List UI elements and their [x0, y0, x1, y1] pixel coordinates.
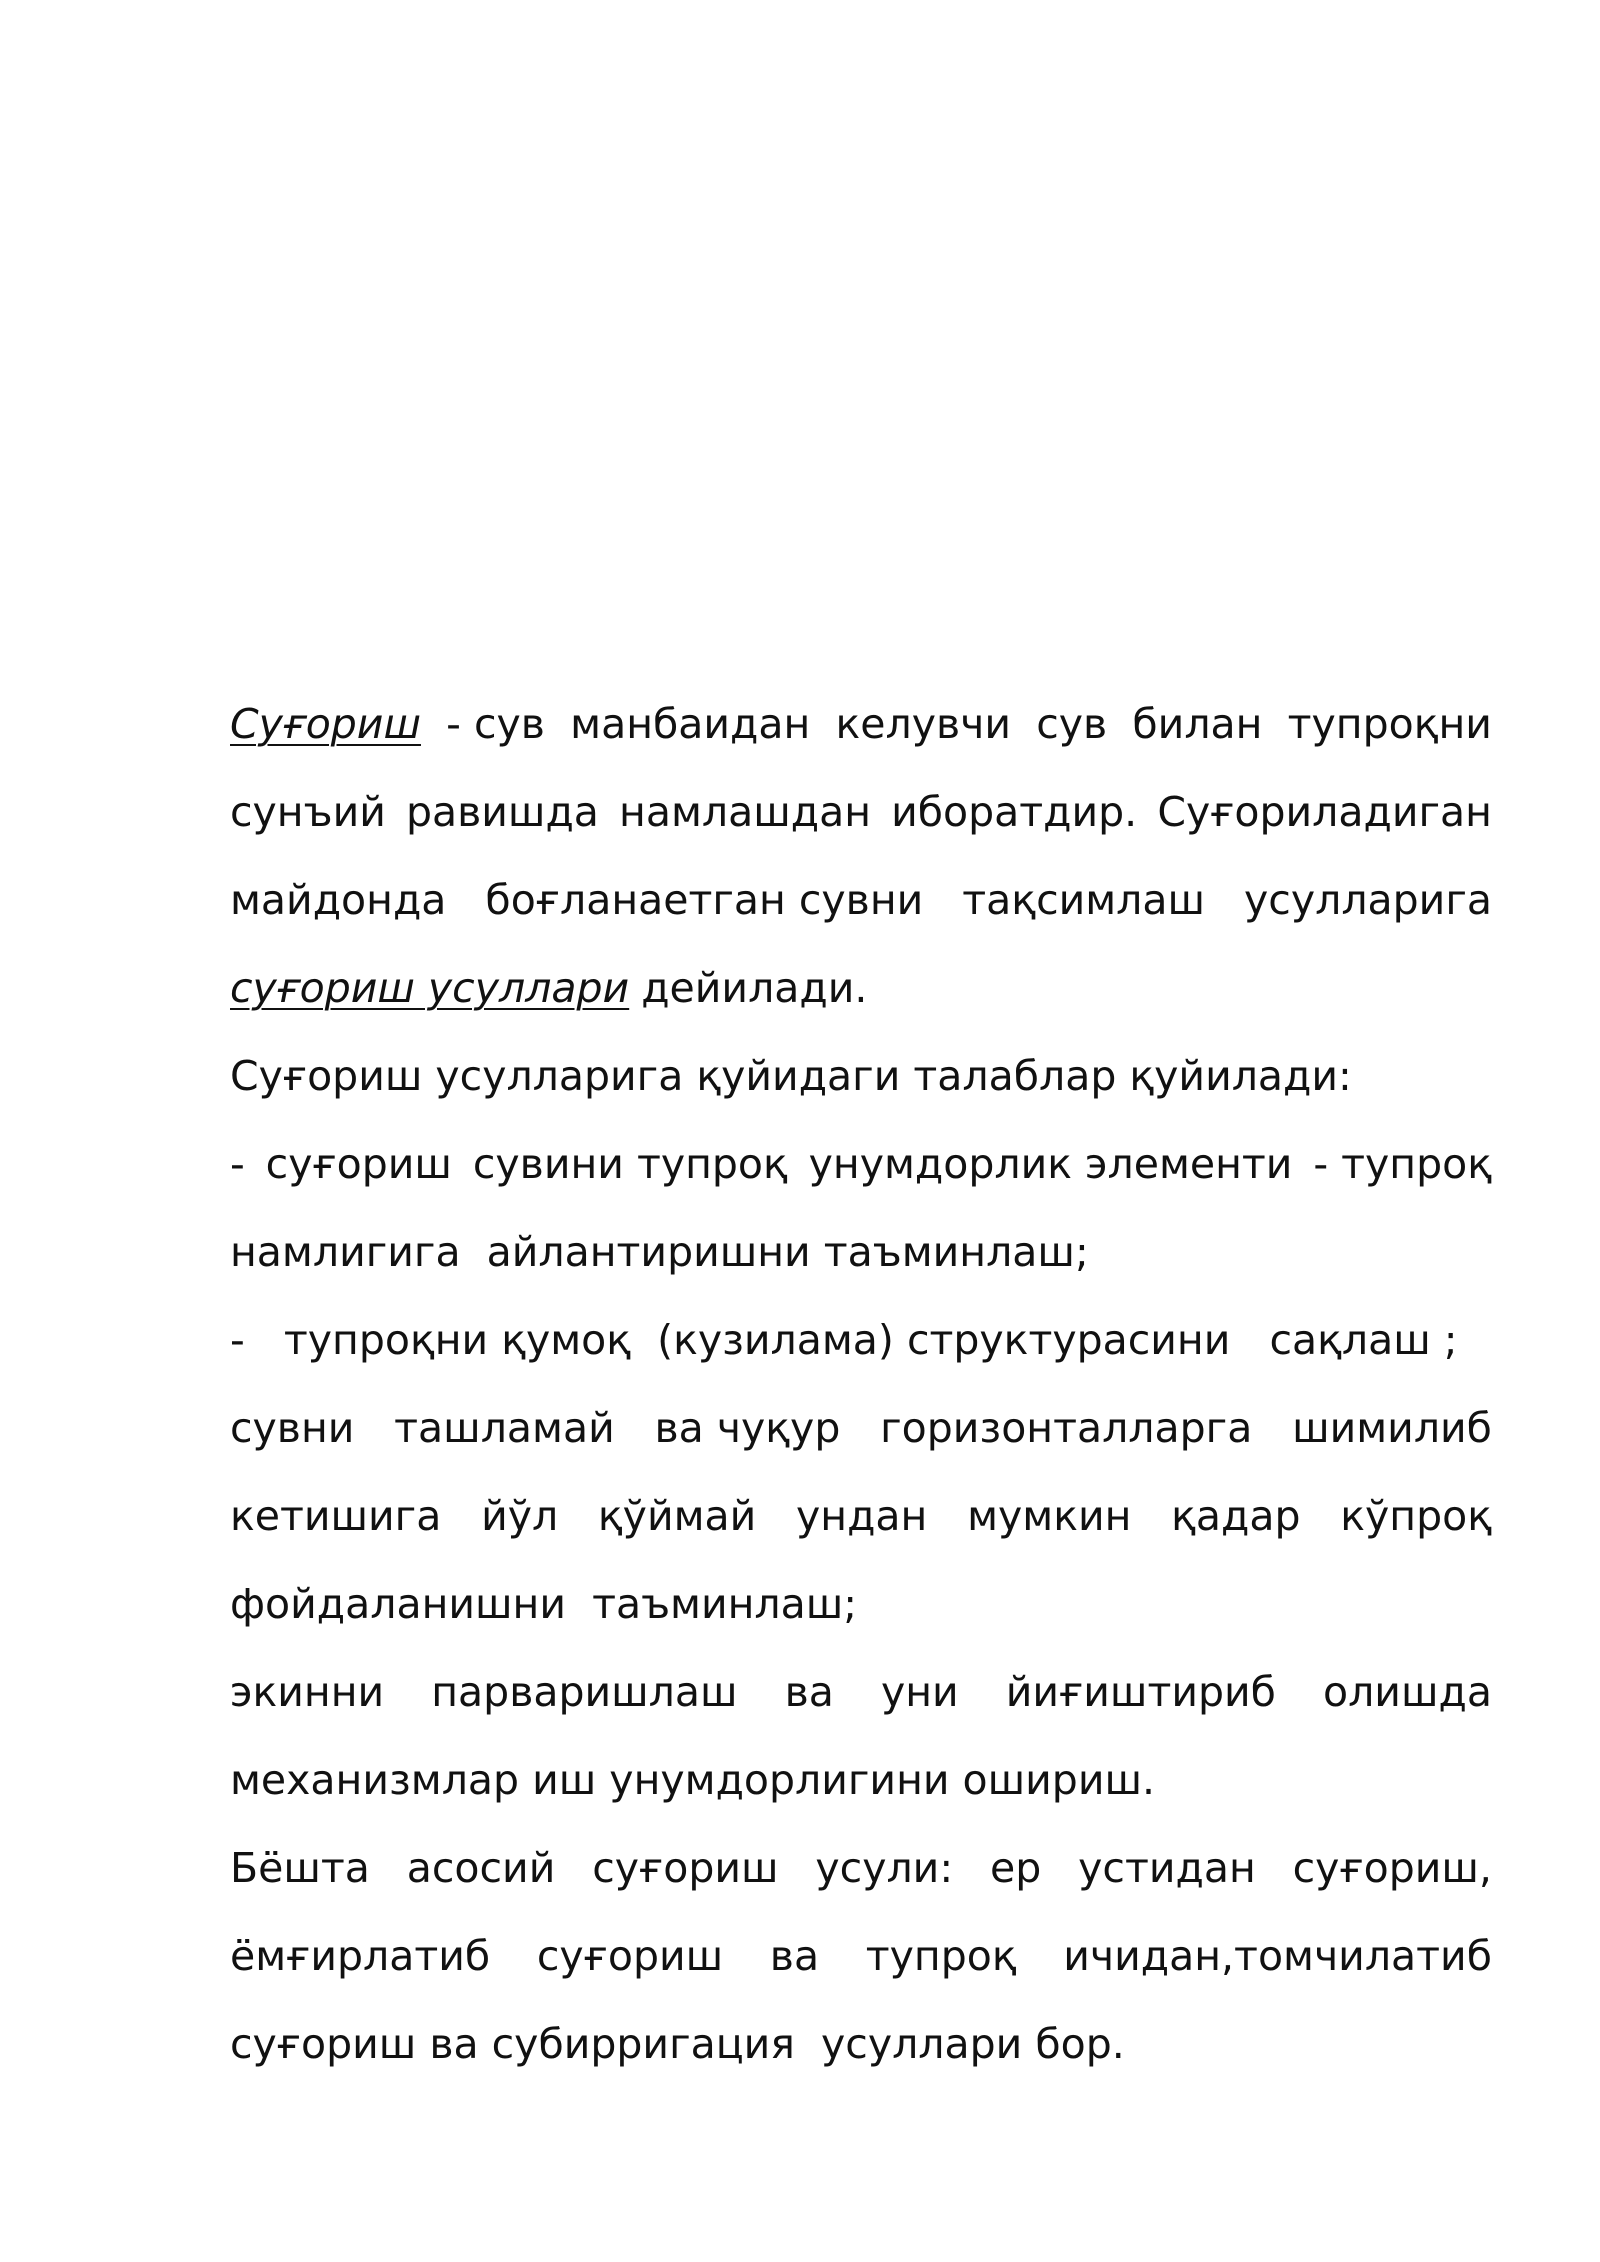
word: ёмғирлатиб — [230, 1932, 491, 1980]
word: суғориш — [265, 1140, 452, 1188]
word: келувчи — [835, 700, 1012, 748]
word: сунъий — [230, 788, 386, 836]
word: устидан — [1078, 1844, 1256, 1892]
paragraph1-line3 — [230, 856, 1492, 944]
word: сувини тупроқ — [472, 1140, 788, 1188]
word: ва чуқур — [654, 1404, 841, 1452]
word: тупроқ — [865, 1932, 1017, 1980]
word: суғориш, — [1292, 1844, 1492, 1892]
word: шимилиб — [1292, 1404, 1492, 1452]
requirement3-line3 — [230, 1560, 1492, 1648]
paragraph1-line2 — [230, 768, 1492, 856]
word: - — [230, 1140, 245, 1188]
word: асосий — [406, 1844, 556, 1892]
term-sugorish: Суғориш — [230, 700, 421, 748]
requirement4-line2 — [230, 1736, 1492, 1824]
word: қадар — [1171, 1492, 1301, 1540]
requirement1-line1 — [230, 1120, 1492, 1208]
methods-line3 — [230, 2000, 1492, 2088]
document-body — [230, 680, 1492, 2088]
requirement3-line2 — [230, 1472, 1492, 1560]
word: суғориш — [536, 1932, 724, 1980]
word: майдонда — [230, 876, 447, 924]
methods-line1 — [230, 1824, 1492, 1912]
word: - тупроқ — [1313, 1140, 1492, 1188]
word: тупроқни — [1287, 700, 1492, 748]
word: сув — [1036, 700, 1108, 748]
word: манбаидан — [570, 700, 811, 748]
word: ундан — [796, 1492, 928, 1540]
word: - тупроқни қумоқ (кузилама) структурасини сақлаш ; — [230, 1316, 1458, 1364]
methods-line2 — [230, 1912, 1492, 2000]
word: билан — [1132, 700, 1263, 748]
word: кўпроқ — [1340, 1492, 1492, 1540]
word: қўймай — [597, 1492, 757, 1540]
word: экинни — [230, 1668, 385, 1716]
term-sugorish-usullari: суғориш усуллари — [230, 964, 630, 1012]
word: намлигига айлантиришни таъминлаш; — [230, 1228, 1089, 1276]
word: кетишига — [230, 1492, 442, 1540]
requirements-intro-text: Суғориш усулларига қуйидаги талаблар қуйилади: — [230, 1052, 1352, 1100]
requirement3-line1 — [230, 1384, 1492, 1472]
word: фойдаланишни таъминлаш; — [230, 1580, 858, 1628]
word: механизмлар иш унумдорлигини ошириш. — [230, 1756, 1156, 1804]
word: сувни — [230, 1404, 355, 1452]
word: равишда — [405, 788, 599, 836]
requirement4-line1 — [230, 1648, 1492, 1736]
word: суғориш ва субирригация усуллари бор. — [230, 2020, 1125, 2068]
word: унумдорлик элементи — [808, 1140, 1293, 1188]
requirements-intro — [230, 1032, 1492, 1120]
word: ичидан,томчилатиб — [1063, 1932, 1492, 1980]
word: Бёшта — [230, 1844, 370, 1892]
word: боғланаетган сувни — [485, 876, 924, 924]
requirement2-line1 — [230, 1296, 1492, 1384]
word: ва — [769, 1932, 820, 1980]
word: ер — [990, 1844, 1042, 1892]
word: усулларига — [1244, 876, 1492, 924]
word: олишда — [1323, 1668, 1492, 1716]
paragraph1-line1 — [230, 680, 1492, 768]
word: ташламай — [394, 1404, 615, 1452]
word: мумкин — [967, 1492, 1132, 1540]
paragraph1-line4 — [230, 944, 1492, 1032]
word: парваришлаш — [431, 1668, 738, 1716]
word: йиғиштириб — [1005, 1668, 1276, 1716]
word: Суғориладиган — [1157, 788, 1492, 836]
word: уни — [880, 1668, 959, 1716]
word: суғориш — [592, 1844, 779, 1892]
requirement1-line2 — [230, 1208, 1492, 1296]
word: усули: — [815, 1844, 954, 1892]
word: йўл — [481, 1492, 559, 1540]
word: ва — [784, 1668, 834, 1716]
word: тақсимлаш — [962, 876, 1206, 924]
word: дейилади. — [641, 964, 868, 1012]
word: - сув — [446, 700, 545, 748]
word: намлашдан — [619, 788, 872, 836]
word: иборатдир. — [891, 788, 1138, 836]
word: горизонталларга — [880, 1404, 1253, 1452]
